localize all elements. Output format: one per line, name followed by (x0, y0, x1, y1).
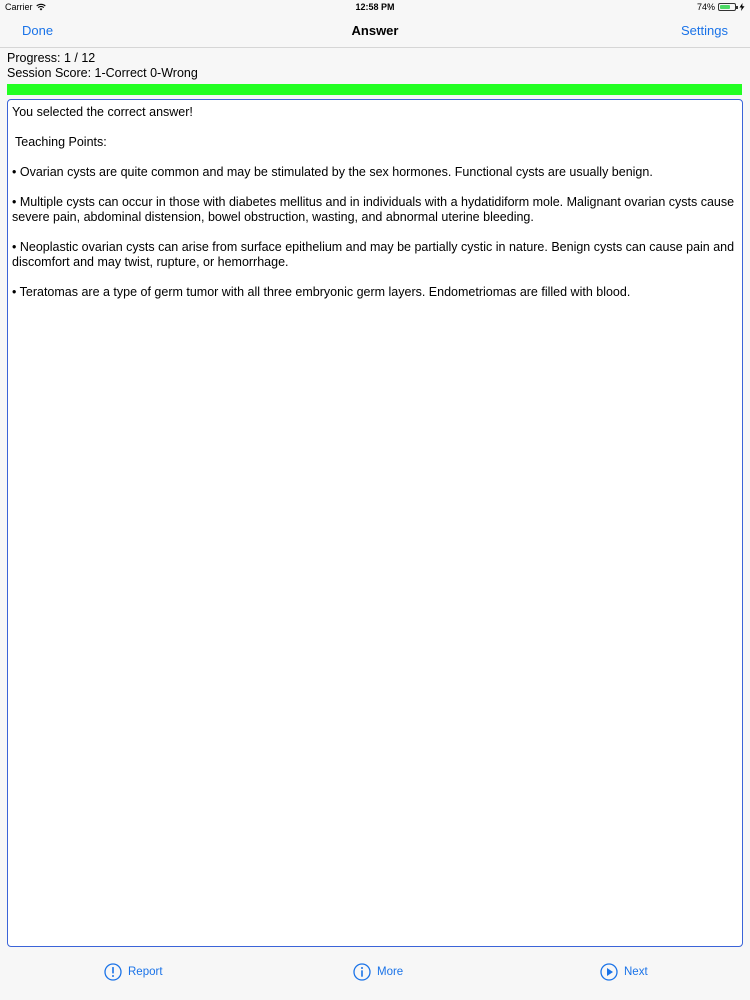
page-title: Answer (351, 23, 399, 38)
battery-fill (720, 5, 730, 9)
status-time: 12:58 PM (355, 2, 395, 12)
report-label: Report (128, 966, 163, 978)
teaching-point: • Ovarian cysts are quite common and may be stimulated by the sex hormones. Functional cysts are usually benign. (12, 165, 653, 179)
teaching-point: • Neoplastic ovarian cysts can arise from surface epithelium and may be partially cystic in nature. Benign cysts can cause pain and discomfort and may twist, rupture, or hemorrhage. (12, 240, 735, 269)
teaching-points-heading: Teaching Points: (15, 135, 107, 149)
more-button[interactable] (353, 963, 403, 981)
bottom-toolbar (0, 950, 750, 1000)
progress-bar-fill (7, 84, 742, 95)
carrier-label: Carrier (5, 2, 33, 12)
exclamation-circle-icon (104, 963, 122, 981)
settings-button[interactable]: Settings (681, 23, 728, 38)
status-bar (0, 0, 750, 14)
next-label: Next (624, 966, 648, 978)
play-circle-icon (600, 963, 618, 981)
next-button[interactable] (600, 963, 648, 981)
navigation-bar (0, 14, 750, 48)
teaching-point: • Teratomas are a type of germ tumor with all three embryonic germ layers. Endometriomas are filled with blood. (12, 285, 631, 299)
done-button[interactable]: Done (22, 23, 54, 38)
report-button[interactable] (104, 963, 163, 981)
charging-bolt-icon (739, 3, 745, 11)
battery-indicator (697, 2, 745, 12)
battery-icon (718, 3, 736, 11)
info-circle-icon (353, 963, 371, 981)
session-score: Session Score: 1-Correct 0-Wrong (7, 66, 198, 80)
more-label: More (377, 966, 404, 978)
battery-percent: 74% (696, 2, 715, 12)
teaching-point: • Multiple cysts can occur in those with diabetes mellitus and in individuals with a hydatidiform mole. Malignant ovarian cysts cause severe pain, abdominal distension, bowel obstruction, wasting, and abnormal uterine bleeding. (12, 195, 735, 224)
progress-text: Progress: 1 / 12 (7, 51, 96, 65)
answer-panel[interactable] (7, 99, 743, 947)
session-info (7, 51, 198, 81)
progress-bar (7, 84, 742, 95)
answer-result: You selected the correct answer! (12, 105, 193, 119)
